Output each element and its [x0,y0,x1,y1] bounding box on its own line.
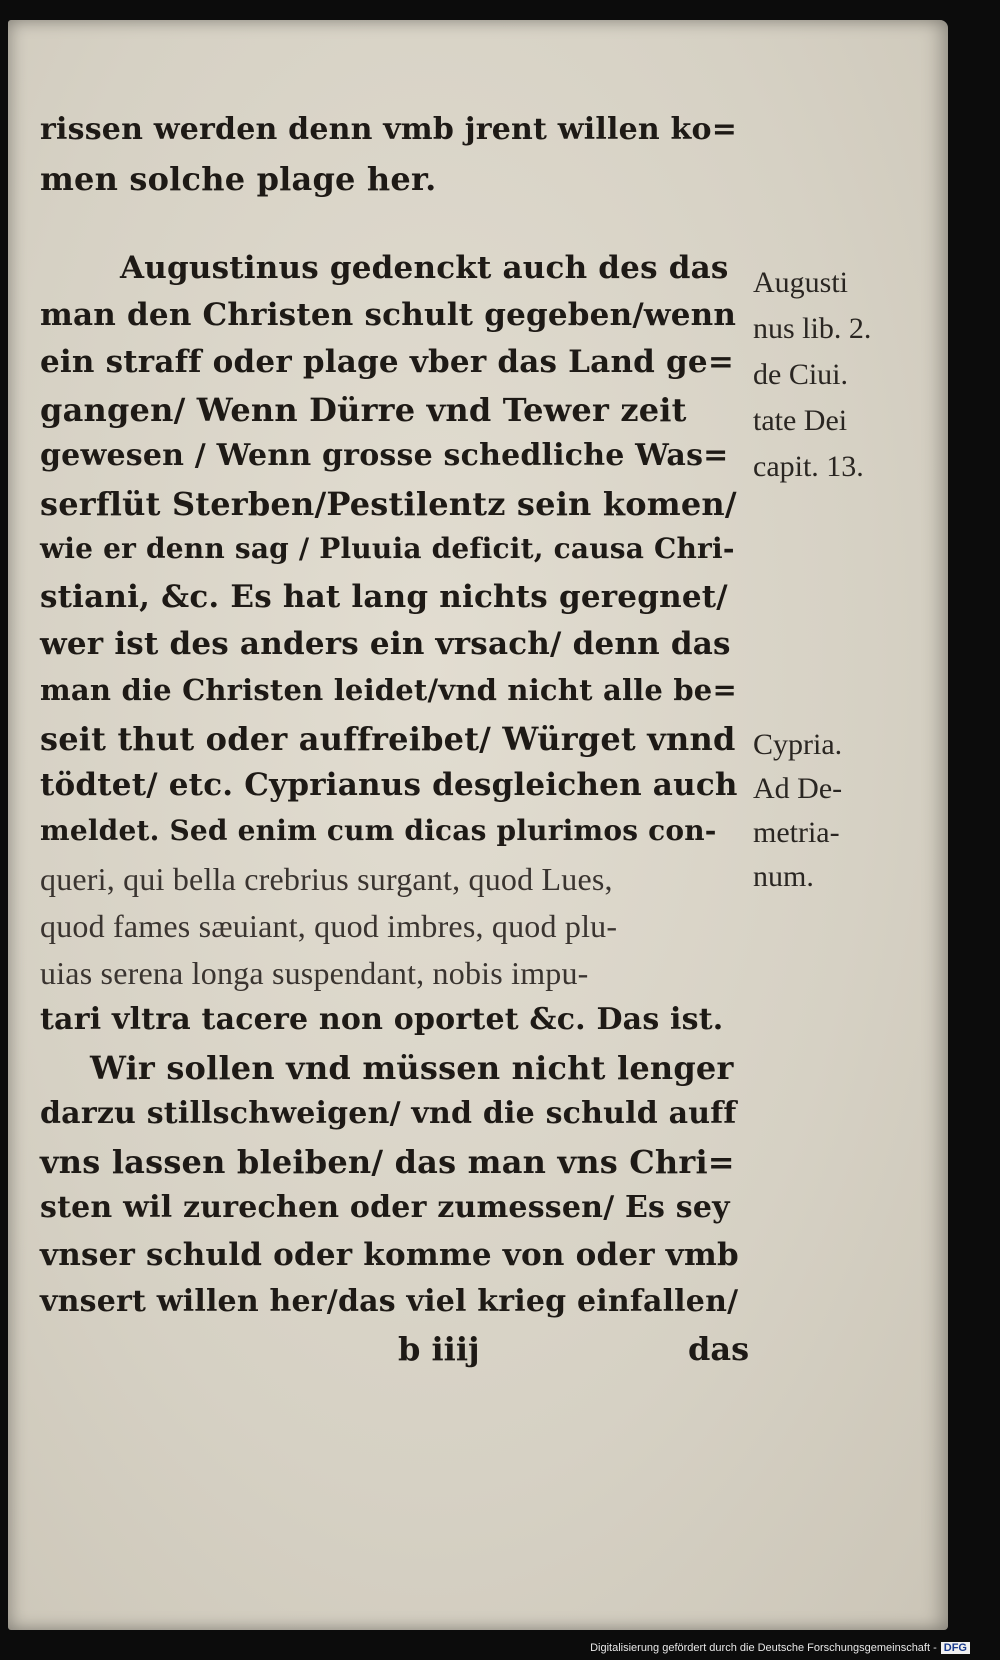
margin-note: nus lib. 2. [753,312,872,345]
margin-note: num. [753,860,814,893]
text-line: gewesen / Wenn grosse schedliche Was= [40,438,729,473]
text-line: darzu stillschweigen/ vnd die schuld auff [40,1096,737,1131]
credit-text: Digitalisierung gefördert durch die Deutsche Forschungsgemeinschaft - [590,1642,937,1654]
margin-note: Augusti [753,266,849,299]
text-line: meldet. Sed enim cum dicas plurimos con- [40,814,717,847]
text-line: gangen/ Wenn Dürre vnd Tewer zeit [40,391,687,429]
text-line: serflüt Sterben/Pestilentz sein komen/ [40,485,737,523]
margin-note: metria- [753,816,840,849]
text-line: ein straff oder plage vber das Land ge= [40,344,735,380]
signature-mark: b iiij [398,1330,480,1368]
text-line: tari vltra tacere non oportet &c. Das ist. [40,1002,724,1037]
book-page [8,20,948,1630]
text-line: wer ist des anders ein vrsach/ denn das [40,626,731,662]
text-line: queri, qui bella crebrius surgant, quod Lues, [40,861,613,897]
digitization-credit [590,1642,970,1654]
text-line: man den Christen schult gegeben/wenn [40,297,737,333]
text-line: vnsert willen her/das viel krieg einfallen/ [40,1284,739,1319]
text-line: man die Christen leidet/vnd nicht alle be= [40,673,737,707]
text-line: tödtet/ etc. Cyprianus desgleichen auch [40,767,738,803]
margin-note: de Ciui. [753,358,848,391]
text-line: Wir sollen vnd müssen nicht lenger [90,1049,734,1087]
text-line: men solche plage her. [40,160,437,198]
text-line: wie er denn sag / Pluuia deficit, causa Chri- [40,532,735,565]
text-line: seit thut oder auffreibet/ Würget vnnd [40,720,736,758]
text-line: uias serena longa suspendant, nobis impu- [40,955,589,991]
text-line: vnser schuld oder komme von oder vmb [40,1237,739,1273]
margin-note: Cypria. [753,728,843,761]
margin-note: tate Dei [753,404,848,437]
text-line: stiani, &c. Es hat lang nichts geregnet/ [40,579,728,615]
text-line: vns lassen bleiben/ das man vns Chri= [40,1143,735,1181]
dfg-logo: DFG [941,1642,970,1654]
margin-note: Ad De- [753,772,843,805]
text-line: quod fames sæuiant, quod imbres, quod plu- [40,908,618,944]
text-line: sten wil zurechen oder zumessen/ Es sey [40,1190,730,1225]
text-line: Augustinus gedenckt auch des das [120,250,729,286]
catchword: das [688,1330,750,1368]
margin-note: capit. 13. [753,450,864,483]
text-line: rissen werden denn vmb jrent willen ko= [40,112,738,147]
